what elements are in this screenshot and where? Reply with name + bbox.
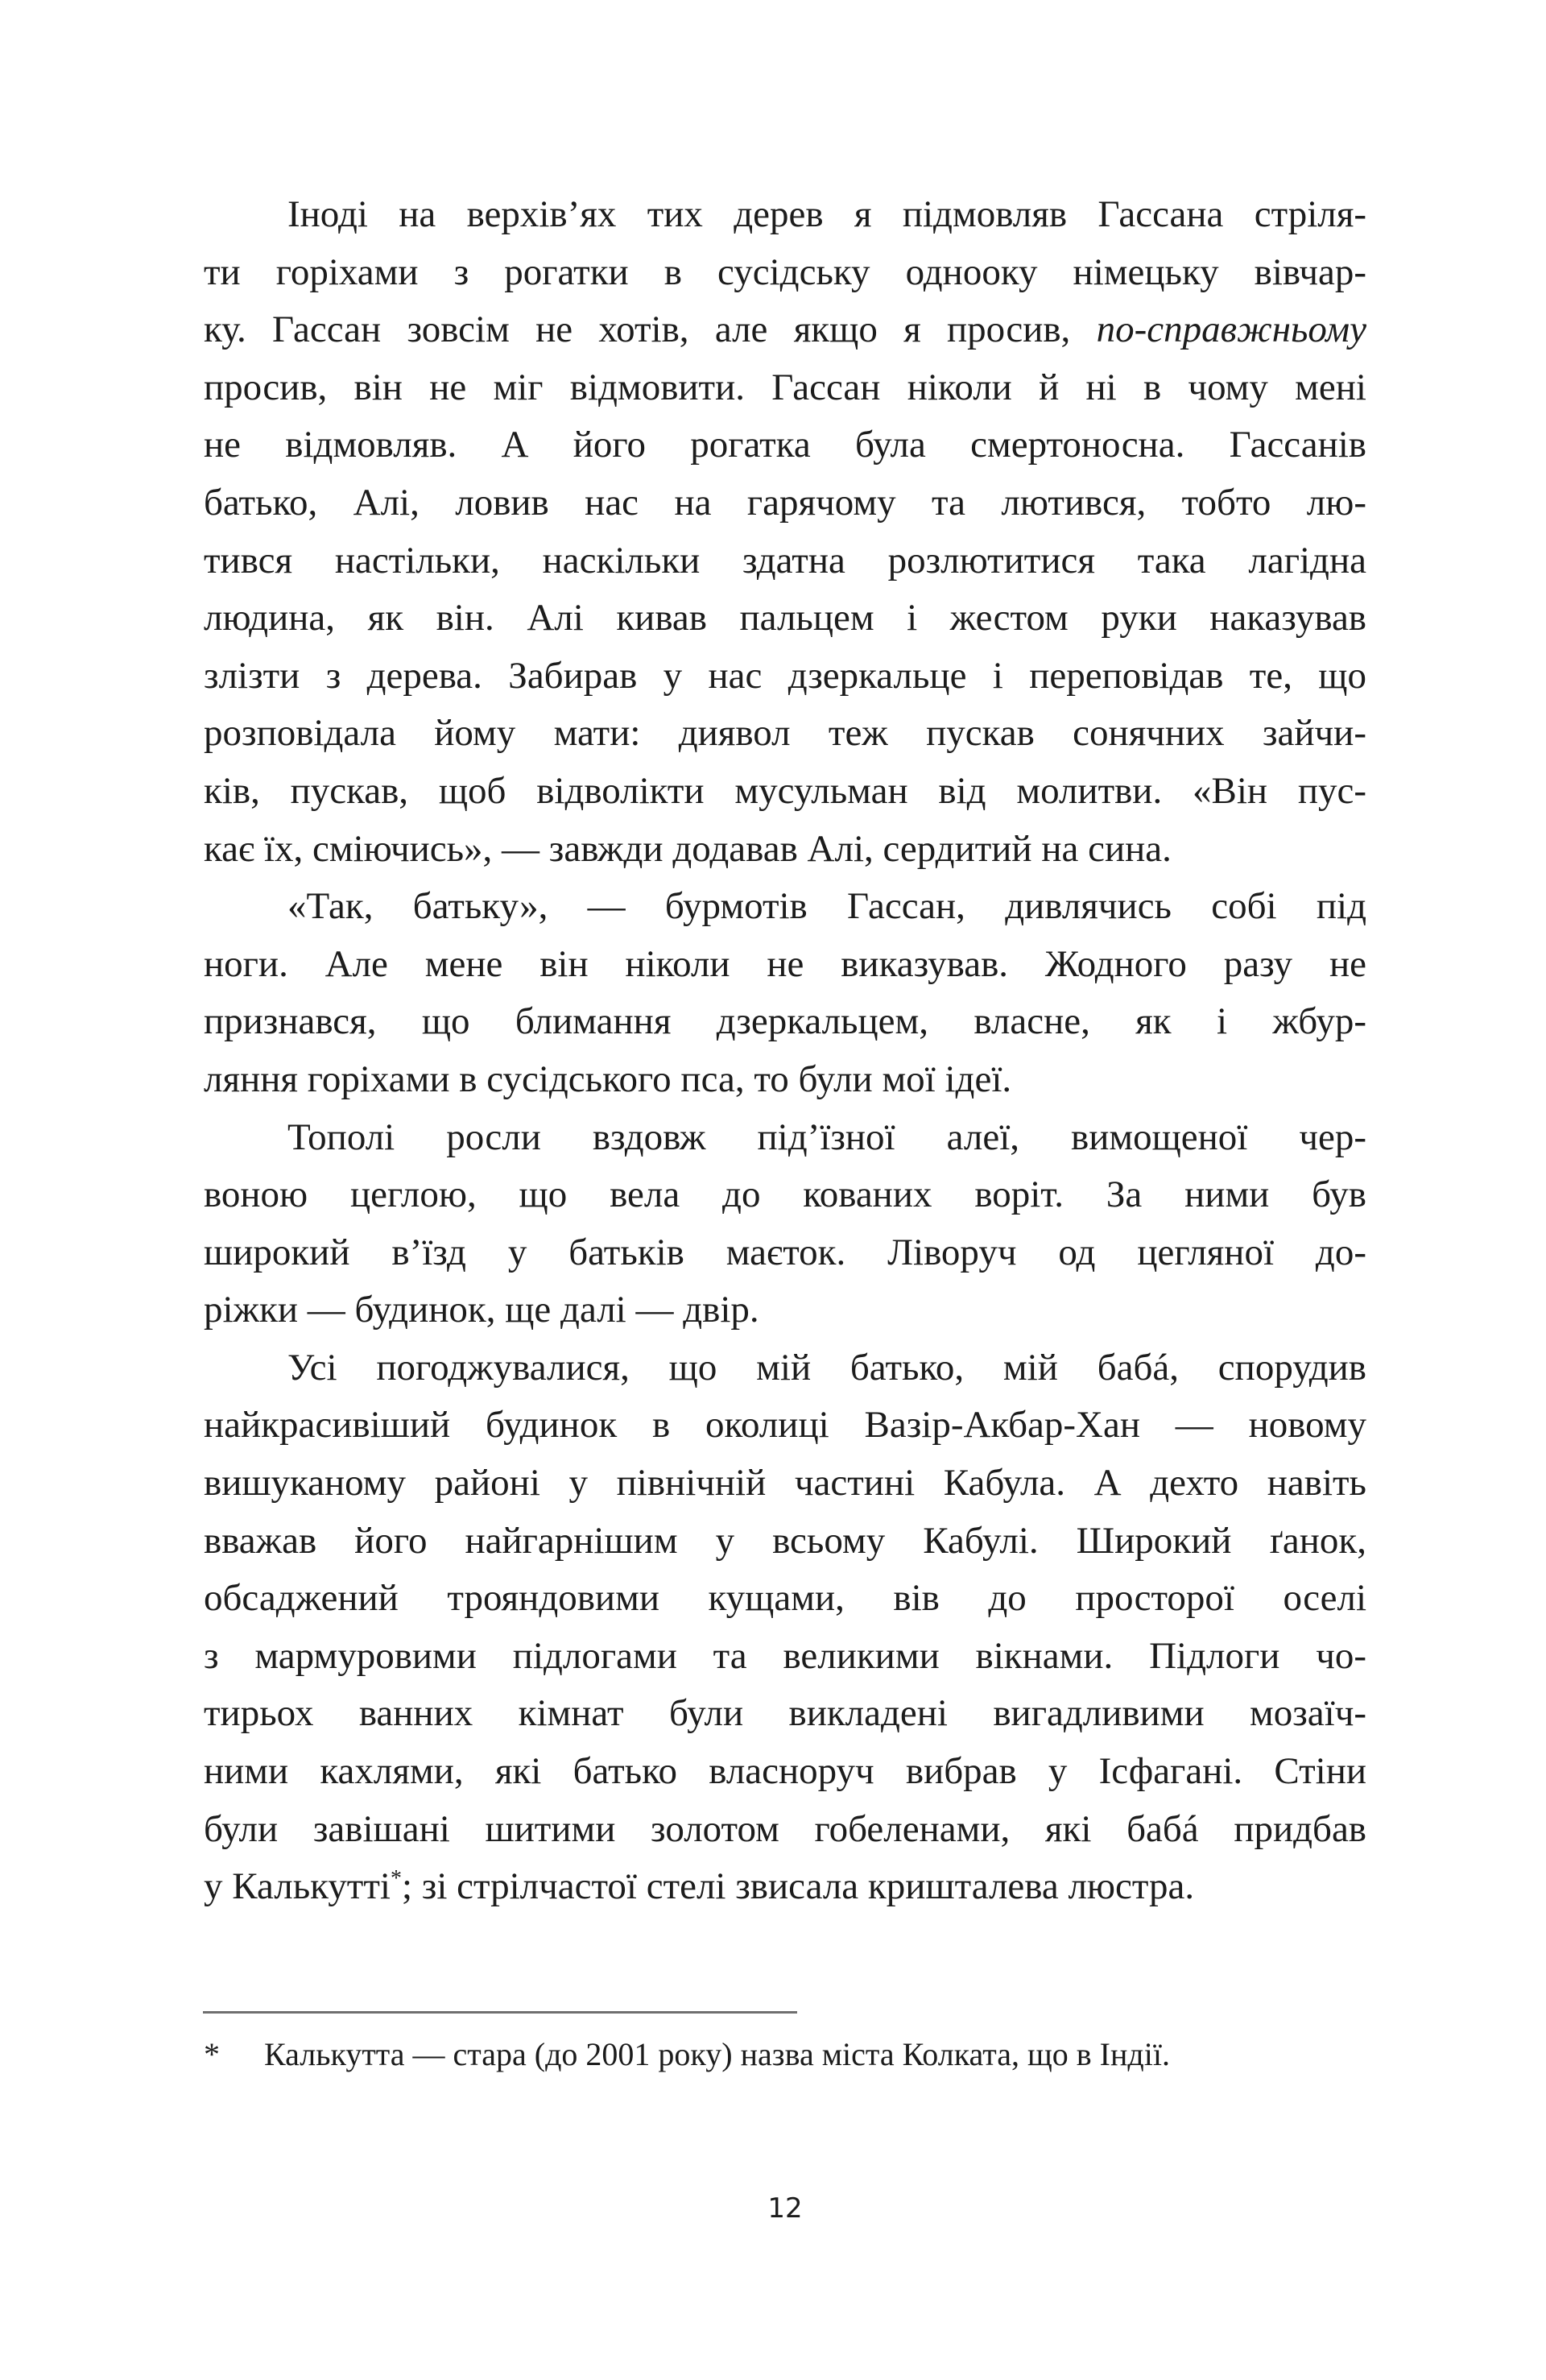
text-line: людина, як він. Алі кивав пальцем і жестом руки наказував (204, 597, 1366, 639)
text-fragment: у Калькутті (204, 1865, 391, 1908)
text-line: найкрасивіший будинок в околиці Вазір-Акбар-Хан — новому (204, 1404, 1366, 1447)
text-line: ти горіхами з рогатки в сусідську однооку німецьку вівчар- (204, 250, 1366, 293)
text-line: просив, він не міг відмовити. Гассан ніколи й ні в чому мені (204, 366, 1366, 408)
text-line: були завішані шитими золотом гобеленами, які бабá придбав (204, 1807, 1366, 1850)
italic-emphasis: по-справжньому (1096, 308, 1366, 351)
text-line: Усі погоджувалися, що мій батько, мій бабá, спорудив (287, 1346, 1366, 1389)
text-line: ків, пускав, щоб відволікти мусульман від молитви. «Він пус- (204, 769, 1366, 812)
text-line: «Так, батьку», — бурмотів Гассан, дивлячись собі під (287, 885, 1366, 928)
footnote-reference[interactable]: * (390, 1866, 402, 1892)
text-line (204, 1858, 1366, 1916)
text-line: з мармуровими підлогами та великими вікнами. Підлоги чо- (204, 1634, 1366, 1677)
text-line: Іноді на верхів’ях тих дерев я підмовляв Гассана стріля- (287, 193, 1366, 235)
text-line (204, 301, 1366, 359)
footnote (204, 2034, 1366, 2076)
text-line: признався, що блимання дзеркальцем, власне, як і жбур- (204, 1000, 1366, 1043)
text-line: ріжки — будинок, ще далі — двір. (204, 1289, 759, 1331)
text-line: обсаджений трояндовими кущами, вів до просторої оселі (204, 1577, 1366, 1620)
text-fragment: ку. Гассан зовсім не хотів, але якщо я просив, (204, 308, 1097, 351)
footnote-marker: * (204, 2036, 220, 2072)
text-line: ноги. Але мене він ніколи не виказував. Жодного разу не (204, 942, 1366, 985)
text-line: ляння горіхами в сусідського пса, то були мої ідеї. (204, 1058, 1012, 1100)
text-line: широкий в’їзд у батьків маєток. Ліворуч од цегляної до- (204, 1231, 1366, 1273)
footnote-text: Калькутта — стара (до 2001 року) назва міста Колката, що в Індії. (264, 2036, 1170, 2072)
body-text (204, 186, 1366, 1916)
text-fragment: ; зі стрілчастої стелі звисала кришталева люстра. (401, 1865, 1195, 1908)
text-line: тився настільки, наскільки здатна розлютитися така лагідна (204, 539, 1366, 582)
page-number: 12 (767, 2192, 803, 2225)
text-line: розповідала йому мати: диявол теж пускав сонячних зайчи- (204, 712, 1366, 755)
text-line: Тополі росли вздовж під’їзної алеї, вимощеної чер- (287, 1115, 1366, 1158)
text-line: ними кахлями, які батько власноруч вибрав у Ісфагані. Стіни (204, 1750, 1366, 1793)
text-line: злізти з дерева. Забирав у нас дзеркальце і переповідав те, що (204, 654, 1366, 697)
text-line: кає їх, сміючись», — завжди додавав Алі, сердитий на сина. (204, 827, 1172, 870)
footnote-divider (203, 2011, 797, 2014)
text-line: вишуканому районі у північній частині Кабула. А дехто навіть (204, 1462, 1366, 1505)
text-line: вважав його найгарнішим у всьому Кабулі. Широкий ґанок, (204, 1519, 1366, 1562)
text-line: не відмовляв. А його рогатка була смертоносна. Гассанів (204, 424, 1366, 466)
text-line: батько, Алі, ловив нас на гарячому та лютився, тобто лю- (204, 481, 1366, 524)
text-line: тирьох ванних кімнат були викладені вигадливими мозаїч- (204, 1692, 1366, 1735)
text-line: воною цеглою, що вела до кованих воріт. За ними був (204, 1173, 1366, 1216)
